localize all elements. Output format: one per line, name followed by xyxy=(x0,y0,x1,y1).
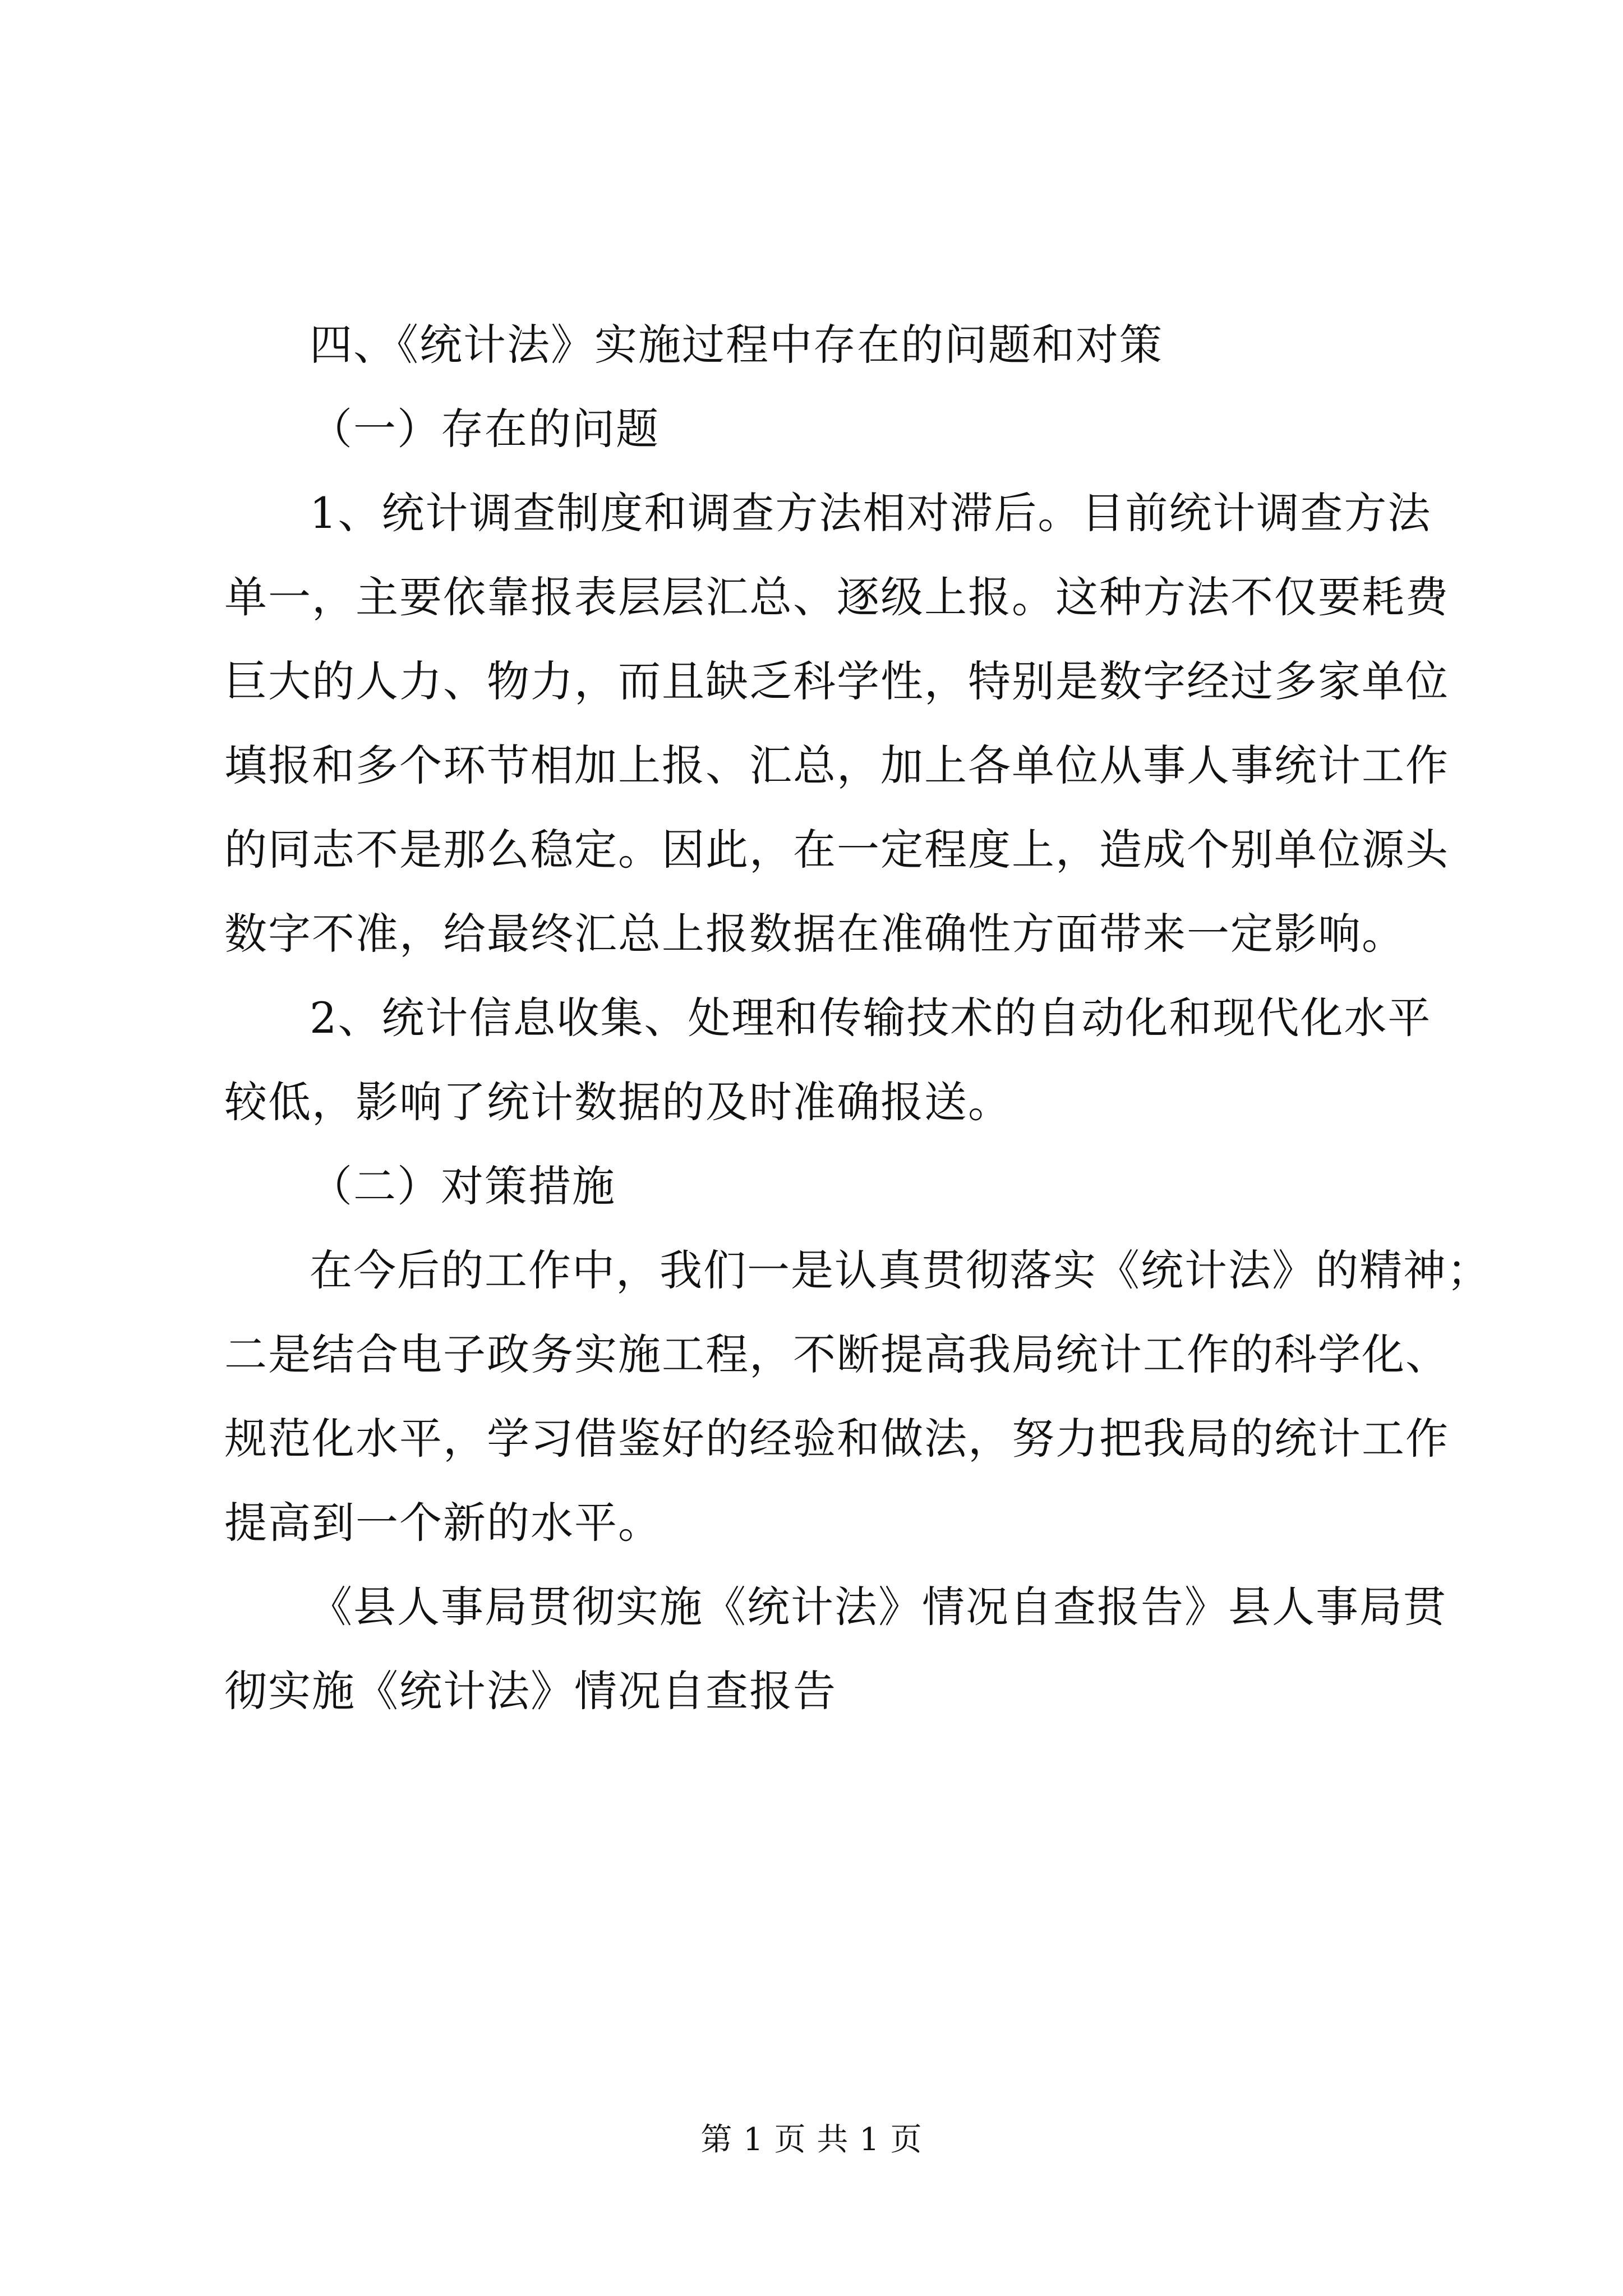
paragraph-line: 规范化水平，学习借鉴好的经验和做法，努力把我局的统计工作 xyxy=(224,1414,1449,1464)
paragraph-line: 单一，主要依靠报表层层汇总、逐级上报。这种方法不仅要耗费 xyxy=(224,572,1449,622)
document-body xyxy=(224,303,1491,1733)
paragraph-line: 巨大的人力、物力，而且缺乏科学性，特别是数字经过多家单位 xyxy=(224,656,1449,706)
subsection-heading: （一）存在的问题 xyxy=(310,404,660,454)
paragraph-line: 二是结合电子政务实施工程，不断提高我局统计工作的科学化、 xyxy=(224,1329,1449,1379)
paragraph-line: 在今后的工作中，我们一是认真贯彻落实《统计法》的精神； xyxy=(310,1245,1491,1295)
section-heading: 四、《统计法》实施过程中存在的问题和对策 xyxy=(310,320,1163,370)
subsection-heading: （二）对策措施 xyxy=(310,1161,616,1211)
paragraph-line: 1、统计调查制度和调查方法相对滞后。目前统计调查方法 xyxy=(310,488,1432,538)
paragraph-line: 《县人事局贯彻实施《统计法》情况自查报告》县人事局贯 xyxy=(310,1582,1447,1632)
paragraph-line: 提高到一个新的水平。 xyxy=(224,1498,662,1548)
page-indicator: 第 1 页 共 1 页 xyxy=(700,2122,923,2158)
paragraph-line: 填报和多个环节相加上报、汇总，加上各单位从事人事统计工作 xyxy=(224,740,1449,790)
page-footer xyxy=(0,2115,1623,2160)
paragraph-line: 彻实施《统计法》情况自查报告 xyxy=(224,1666,837,1716)
paragraph-line: 的同志不是那么稳定。因此，在一定程度上，造成个别单位源头 xyxy=(224,825,1449,875)
paragraph-line: 数字不准，给最终汇总上报数据在准确性方面带来一定影响。 xyxy=(224,909,1405,959)
paragraph-line: 2、统计信息收集、处理和传输技术的自动化和现代化水平 xyxy=(310,993,1432,1043)
paragraph-line: 较低，影响了统计数据的及时准确报送。 xyxy=(224,1077,1012,1127)
